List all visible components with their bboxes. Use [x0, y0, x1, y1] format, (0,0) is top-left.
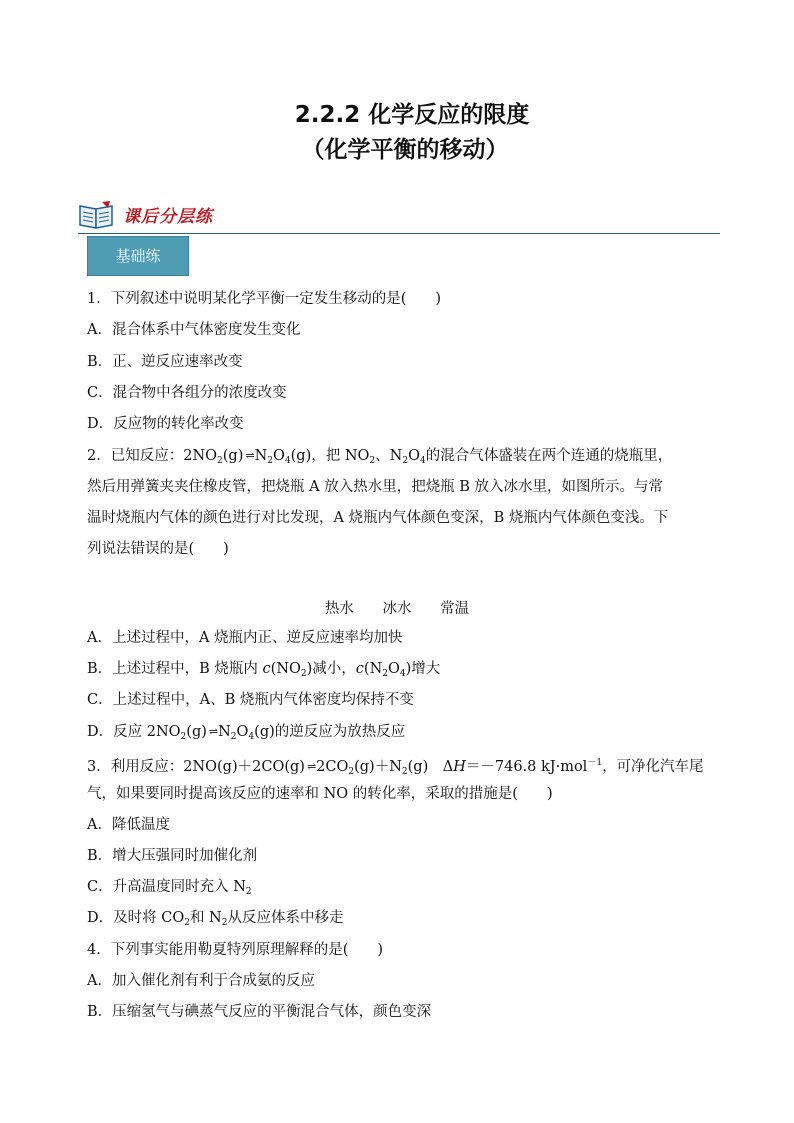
document-title: 2.2.2 化学反应的限度 [294, 102, 530, 128]
question-2-option-b: B．上述过程中，B 烧瓶内 $c(NO_2)$减小，$c(N_2O_4)$增大 [87, 661, 441, 679]
question-2-option-a: A．上述过程中，A 烧瓶内正、逆反应速率均加快 [87, 630, 403, 646]
question-3-stem-line-2: 气，如果要同时提高该反应的速率和 NO 的转化率，采取的措施是( ) [87, 786, 553, 802]
question-4-option-b: B．压缩氢气与碘蒸气反应的平衡混合气体，颜色变深 [87, 1004, 432, 1020]
figure-labels [0, 597, 794, 618]
question-1-option-a: A．混合体系中气体密度发生变化 [87, 322, 301, 338]
question-3-stem-line-1: 3．利用反应：2NO(g)＋2CO(g) ⇌ $2CO_2(g)+N_2(g)$ ΔH＝－746.8 kJ·mol$^{-1}$，可净化汽车尾 [87, 758, 704, 777]
question-2-stem-line-2: 然后用弹簧夹夹住橡皮管，把烧瓶 A 放入热水里，把烧瓶 B 放入冰水里，如图所示。与常 [87, 479, 664, 495]
section-header [78, 198, 720, 236]
book-icon [78, 200, 116, 230]
question-1-option-d: D．反应物的转化率改变 [87, 416, 244, 432]
question-1-option-b: B．正、逆反应速率改变 [87, 354, 243, 370]
question-3-option-d: D．及时将 $CO_2$和 $N_2$从反应体系中移走 [87, 910, 344, 928]
figure-label-hot-water: 热水 [324, 601, 354, 617]
question-4-stem: 4．下列事实能用勒夏特列原理解释的是( ) [87, 942, 384, 958]
question-2-stem-line-4: 列说法错误的是( ) [87, 541, 229, 557]
question-3-option-b: B．增大压强同时加催化剂 [87, 848, 258, 864]
section-divider [78, 233, 720, 234]
level-label: 基础练 [87, 236, 189, 276]
question-3-option-c: C．升高温度同时充入 $N_2$ [87, 879, 252, 897]
question-1-stem: 1．下列叙述中说明某化学平衡一定发生移动的是( ) [87, 291, 442, 307]
question-2-option-c: C．上述过程中，A、B 烧瓶内气体密度均保持不变 [87, 692, 414, 708]
section-title: 课后分层练 [123, 207, 213, 227]
question-1-option-c: C．混合物中各组分的浓度改变 [87, 385, 287, 401]
question-2-option-d: D．反应 $2NO_2(g)$ ⇌ $N_2O_4(g)$的逆反应为放热反应 [87, 724, 406, 742]
figure-label-ice-water: 冰水 [382, 601, 412, 617]
question-2-stem-line-1: 2．已知反应：$2NO_2(g)$ ⇌ $N_2O_4(g)$，把 $NO_2$、$N_2O_4$的混合气体盛装在两个连通的烧瓶里， [87, 448, 673, 466]
question-2-stem-line-3: 温时烧瓶内气体的颜色进行对比发现，A 烧瓶内气体颜色变深，B 烧瓶内气体颜色变浅。下 [87, 510, 669, 526]
figure-label-room-temp: 常温 [440, 601, 470, 617]
document-subtitle: （化学平衡的移动） [301, 137, 509, 163]
question-4-option-a: A．加入催化剂有利于合成氨的反应 [87, 973, 315, 989]
question-3-option-a: A．降低温度 [87, 817, 170, 833]
